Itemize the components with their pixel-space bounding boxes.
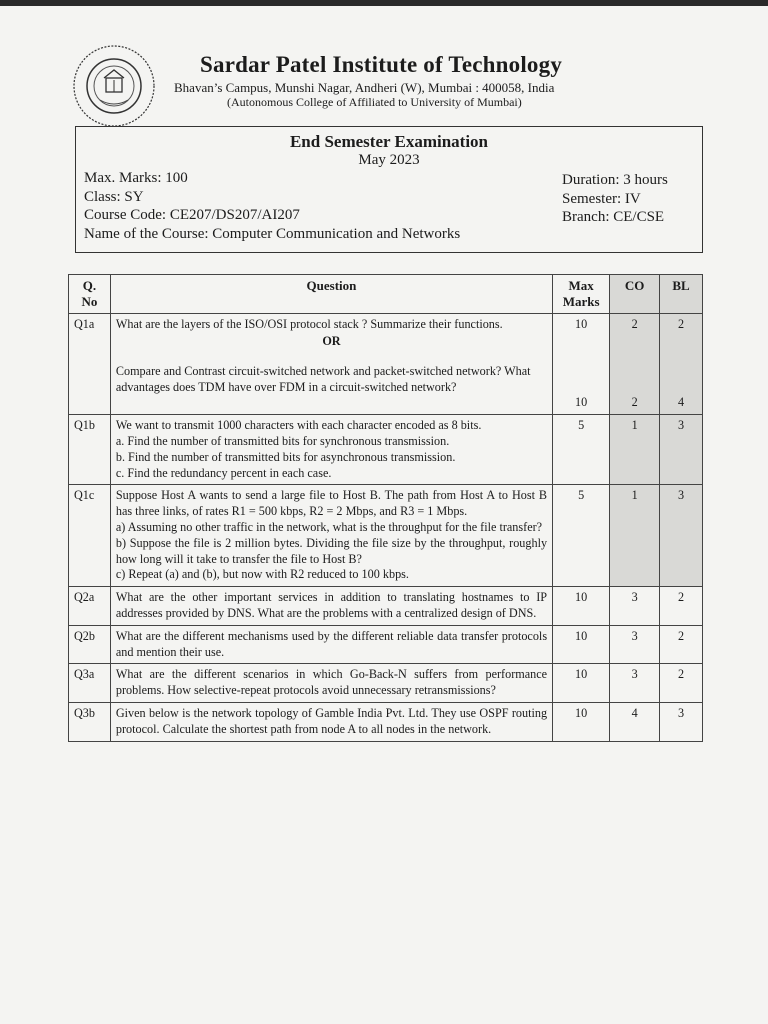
bl-cell: 3 [660,702,703,741]
max-marks-cell: 5 [553,485,610,587]
table-row [69,587,703,626]
institute-address: Bhavan’s Campus, Munshi Nagar, Andheri (W), Mumbai : 400058, India [174,80,555,95]
exam-date: May 2023 [358,152,420,168]
max-marks: Max. Marks: 100 [84,170,188,186]
co-cell: 1 [610,415,660,485]
question-line: c) Repeat (a) and (b), but now with R2 reduced to 100 kbps. [115,567,409,582]
question-text [110,313,552,415]
institute-seal-icon [70,42,158,130]
marks-b: 10 [575,395,588,410]
question-line: We want to transmit 1000 characters with each character encoded as 8 bits. [115,418,482,433]
question-line: c. Find the redundancy percent in each case. [115,465,332,480]
table-row [69,485,703,587]
co-cell: 3 [610,587,660,626]
question-number: Q1c [69,485,111,587]
exam-info-box [75,126,703,253]
header-q-no-line2: No [81,293,98,309]
exam-info-left [84,169,460,243]
bl-cell: 2 [660,587,703,626]
table-row [69,415,703,485]
question-number: Q2a [69,587,111,626]
header-q-no-line1: Q. [82,278,97,293]
co-a: 2 [631,316,638,331]
co-cell: 3 [610,625,660,664]
question-text: Given below is the network topology of Gamble India Pvt. Ltd. They use OSPF routing protocol. Calculate the shortest path from node A to all nodes in the network. [110,702,552,741]
table-row [69,664,703,703]
exam-info-right [562,171,668,227]
bl-cell: 2 [660,625,703,664]
question-line: Suppose Host A wants to send a large file to Host B. The path from Host A to Host B has three links, of rates R1 = 500 kbps, R2 = 2 Mbps, and R3 = 1 Mbps. [115,488,548,519]
exam-title: End Semester Examination [289,132,489,151]
header-bl: BL [660,275,703,314]
scan-top-edge [0,0,768,6]
max-marks-cell [553,313,610,415]
header-max-line2: Marks [562,293,600,309]
header-max-marks [553,275,610,314]
duration: Duration: 3 hours [562,172,668,188]
marks-a: 10 [575,316,588,331]
header-q-no [69,275,111,314]
bl-cell: 3 [660,415,703,485]
or-separator: OR [322,334,341,349]
course-name: Name of the Course: Computer Communication and Networks [84,225,461,242]
bl-cell [660,313,703,415]
co-cell: 4 [610,702,660,741]
max-marks-cell: 5 [553,415,610,485]
table-row [69,625,703,664]
question-text: What are the different scenarios in which Go-Back-N suffers from performance problems. How selective-repeat protocols avoid unnecessary retransmissions? [110,664,552,703]
course-code: Course Code: CE207/DS207/AI207 [84,207,300,223]
co-cell: 1 [610,485,660,587]
question-number: Q3a [69,664,111,703]
max-marks-cell: 10 [553,587,610,626]
question-line: a. Find the number of transmitted bits for synchronous transmission. [115,433,450,448]
question-number: Q1a [69,313,111,415]
bl-cell: 2 [660,664,703,703]
max-marks-cell: 10 [553,702,610,741]
header-question: Question [110,275,552,314]
bl-cell: 3 [660,485,703,587]
header-co: CO [610,275,660,314]
max-marks-cell: 10 [553,664,610,703]
branch: Branch: CE/CSE [562,209,665,225]
institute-affiliation: (Autonomous College of Affiliated to University of Mumbai) [227,95,522,109]
institute-name: Sardar Patel Institute of Technology [200,52,563,77]
question-line: b. Find the number of transmitted bits for asynchronous transmission. [115,449,456,464]
table-row [69,702,703,741]
class-label: Class: SY [84,188,144,205]
table-header-row [69,275,703,314]
semester: Semester: IV [562,190,641,207]
question-text: What are the other important services in addition to translating hostnames to IP addresses provided by DNS. What are the problems with a centralized design of DNS. [110,587,552,626]
question-line: b) Suppose the file is 2 million bytes. Dividing the file size by the throughput, roughly how long will it take to transfer the file to Host B? [115,535,548,566]
question-text [110,415,552,485]
question-number: Q3b [69,702,111,741]
max-marks-cell: 10 [553,625,610,664]
question-text-part-a: What are the layers of the ISO/OSI protocol stack ? Summarize their functions. [115,316,503,331]
question-text [110,485,552,587]
bl-a: 2 [677,316,685,331]
bl-b: 4 [677,395,685,410]
header-max-line1: Max [568,278,594,293]
question-number: Q1b [69,415,111,485]
co-cell [610,313,660,415]
question-table [68,274,703,742]
question-text-part-b: Compare and Contrast circuit-switched network and packet-switched network? What advantages does TDM have over FDM in a circuit-switched network? [115,364,531,394]
question-line: a) Assuming no other traffic in the network, what is the throughput for the file transfer? [115,519,543,534]
table-row [69,313,703,415]
co-b: 2 [631,395,638,410]
question-number: Q2b [69,625,111,664]
co-cell: 3 [610,664,660,703]
question-text: What are the different mechanisms used by the different reliable data transfer protocols and mention their use. [110,625,552,664]
